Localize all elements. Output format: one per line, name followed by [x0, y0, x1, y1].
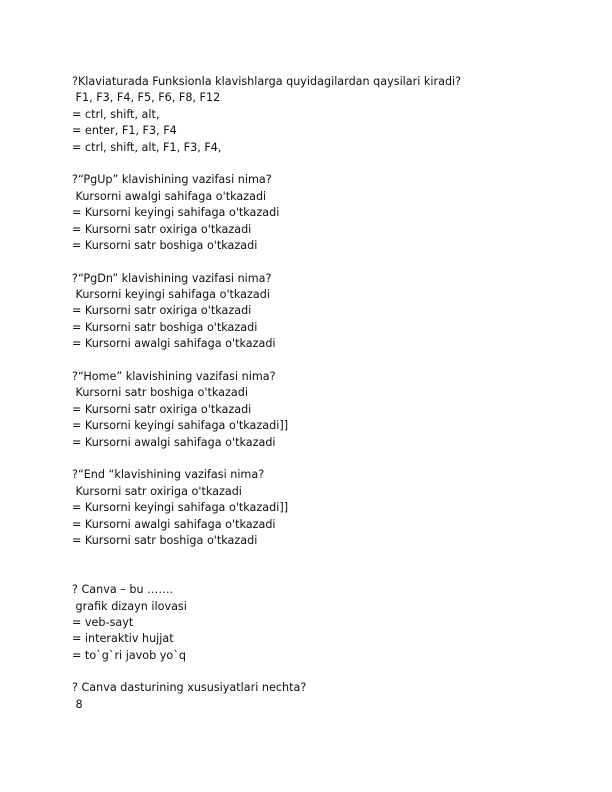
answer-option: = Kursorni awalgi sahifaga o'tkazadi [72, 337, 276, 351]
correct-answer: Kursorni keyingi sahifaga o'tkazadi [72, 288, 270, 302]
correct-answer: 8 [72, 697, 83, 711]
question-block [72, 369, 572, 451]
answer-option: = ctrl, shift, alt, [72, 107, 160, 121]
correct-answer: Kursorni awalgi sahifaga o'tkazadi [72, 189, 267, 203]
document-page [72, 74, 572, 713]
question-text: ?“End “klavishining vazifasi nima? [72, 468, 265, 482]
answer-option: = Kursorni keyingi sahifaga o'tkazadi]] [72, 501, 289, 515]
question-block [72, 680, 572, 713]
answer-option: = Kursorni satr boshiga o'tkazadi [72, 533, 258, 547]
answer-option: = interaktiv hujjat [72, 632, 174, 646]
answer-option: = Kursorni keyingi sahifaga o'tkazadi]] [72, 419, 289, 433]
correct-answer: Kursorni satr boshiga o'tkazadi [72, 386, 248, 400]
block-spacer [72, 664, 572, 680]
answer-option: = Kursorni satr boshiga o'tkazadi [72, 238, 258, 252]
question-text: ?“PgUp” klavishining vazifasi nima? [72, 173, 272, 187]
answer-option: = to`g`ri javob yo`q [72, 648, 186, 662]
answer-option: = Kursorni satr boshiga o'tkazadi [72, 320, 258, 334]
question-block [72, 74, 572, 156]
block-spacer [72, 254, 572, 270]
correct-answer: Kursorni satr oxiriga o'tkazadi [72, 484, 242, 498]
question-text: ?“Home” klavishining vazifasi nima? [72, 370, 276, 384]
answer-option: = enter, F1, F3, F4 [72, 124, 177, 138]
answer-option: = Kursorni awalgi sahifaga o'tkazadi [72, 517, 276, 531]
question-text: ? Canva – bu ……. [72, 583, 174, 597]
answer-option: = veb-sayt [72, 615, 134, 629]
block-spacer [72, 156, 572, 172]
question-block [72, 271, 572, 353]
question-text: ?Klaviaturada Funksionla klavishlarga quyidagilardan qaysilari kiradi? [72, 75, 462, 88]
answer-option: = Kursorni satr oxiriga o'tkazadi [72, 222, 252, 236]
question-block [72, 467, 572, 549]
block-spacer [72, 451, 572, 467]
correct-answer: F1, F3, F4, F5, F6, F8, F12 [72, 91, 221, 105]
question-text: ?“PgDn” klavishining vazifasi nima? [72, 271, 272, 285]
block-spacer [72, 549, 572, 582]
answer-option: = ctrl, shift, alt, F1, F3, F4, [72, 140, 222, 154]
question-block [72, 582, 572, 664]
question-block [72, 172, 572, 254]
answer-option: = Kursorni satr oxiriga o'tkazadi [72, 402, 252, 416]
answer-option: = Kursorni satr oxiriga o'tkazadi [72, 304, 252, 318]
answer-option: = Kursorni keyingi sahifaga o'tkazadi [72, 206, 280, 220]
block-spacer [72, 353, 572, 369]
question-text: ? Canva dasturining xususiyatlari nechta? [72, 681, 307, 695]
correct-answer: grafik dizayn ilovasi [72, 599, 187, 613]
answer-option: = Kursorni awalgi sahifaga o'tkazadi [72, 435, 276, 449]
